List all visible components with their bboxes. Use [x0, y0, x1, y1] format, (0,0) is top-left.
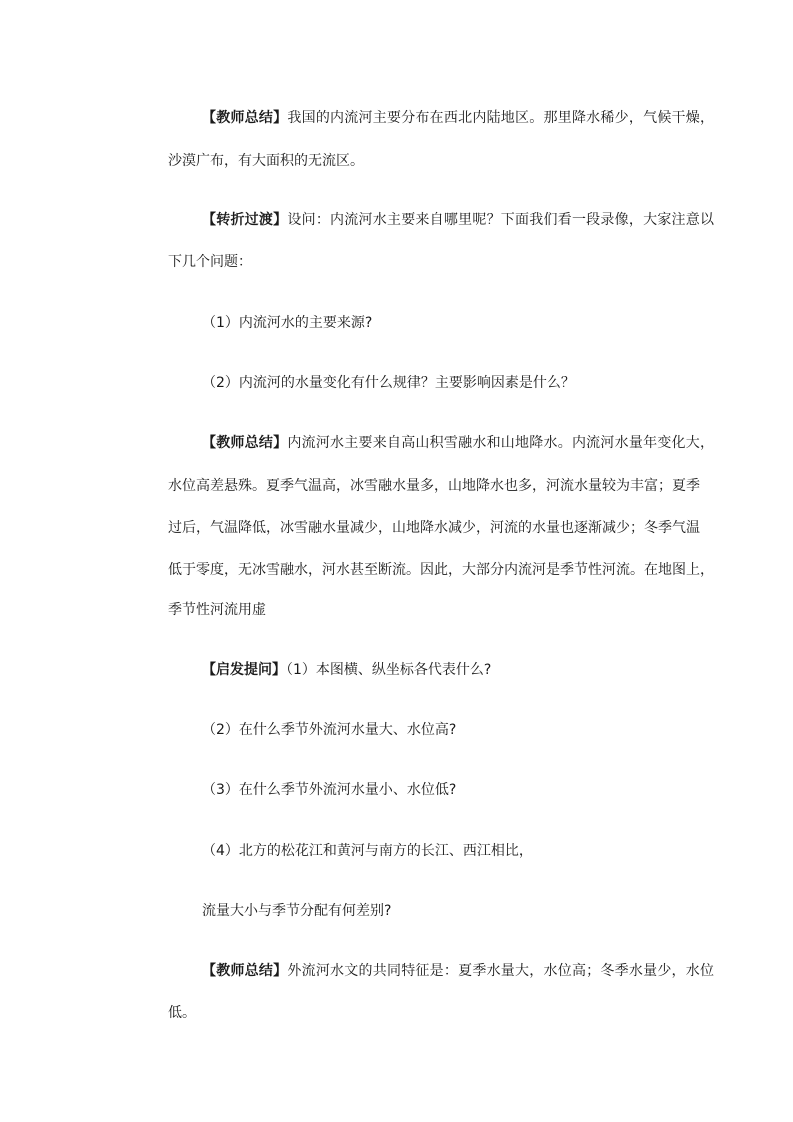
paragraph-11-line-2: 低。: [168, 1005, 196, 1021]
prompt-question-2: （2）在什么季节外流河水量大、水位高?: [202, 722, 457, 738]
prompt-question-3: （3）在什么季节外流河水量小、水位低?: [202, 782, 457, 798]
paragraph-5-line-3: 过后，气温降低，冰雪融水量减少，山地降水减少，河流的水量也逐渐减少；冬季气温: [168, 520, 700, 536]
teacher-summary-tag: 【教师总结】: [202, 110, 288, 126]
prompt-tag: 【启发提问】: [202, 662, 286, 678]
prompt-question-4: （4）北方的松花江和黄河与南方的长江、西江相比，: [202, 843, 533, 859]
teacher-summary-tag: 【教师总结】: [202, 435, 288, 451]
paragraph-5-line-4: 低于零度，无冰雪融水，河水甚至断流。因此，大部分内流河是季节性河流。在地图上，: [168, 562, 714, 578]
paragraph-5-line-2: 水位高差悬殊。夏季气温高，冰雪融水量多，山地降水也多，河流水量较为丰富；夏季: [168, 478, 700, 494]
paragraph-2-line-1: 【转折过渡】设问：内流河水主要来自哪里呢？下面我们看一段录像，大家注意以: [202, 212, 715, 228]
paragraph-2-line-2: 下几个问题：: [168, 254, 252, 270]
paragraph-1-line-2: 沙漠广布，有大面积的无流区。: [168, 153, 364, 169]
paragraph-5-line-1: 【教师总结】内流河水主要来自高山积雪融水和山地降水。内流河水量年变化大，: [202, 435, 715, 451]
prompt-question-4-continued: 流量大小与季节分配有何差别?: [202, 903, 392, 919]
question-2: （2）内流河的水量变化有什么规律？主要影响因素是什么？: [202, 375, 575, 391]
prompt-question-1: 【启发提问】（1）本图横、纵坐标各代表什么?: [202, 662, 492, 678]
paragraph-1-line-1: 【教师总结】我国的内流河主要分布在西北内陆地区。那里降水稀少，气候干燥，: [202, 110, 715, 126]
paragraph-5-line-5: 季节性河流用虚: [168, 602, 266, 618]
paragraph-11-line-1: 【教师总结】外流河水文的共同特征是：夏季水量大，水位高；冬季水量少，水位: [202, 963, 715, 979]
transition-tag: 【转折过渡】: [202, 212, 288, 228]
question-1: （1）内流河水的主要来源?: [202, 315, 373, 331]
teacher-summary-tag: 【教师总结】: [202, 963, 288, 979]
